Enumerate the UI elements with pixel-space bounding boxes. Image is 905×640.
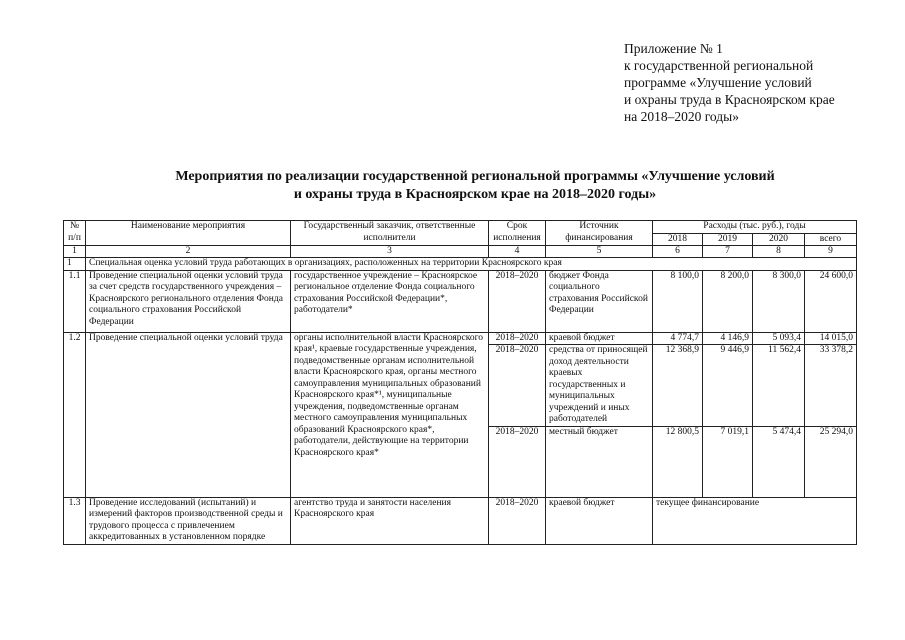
row-2018: 4 774,7 xyxy=(653,332,703,345)
row-source: краевой бюджет xyxy=(546,332,653,345)
row-term: 2018–2020 xyxy=(489,332,546,345)
row-2020: 11 562,4 xyxy=(753,345,805,427)
section-row xyxy=(64,258,857,271)
column-number: 6 xyxy=(653,246,703,258)
row-2018: 12 800,5 xyxy=(653,426,703,497)
row-source: бюджет Фонда социального страхования Российской Федерации xyxy=(546,270,653,332)
appendix-line: программе «Улучшение условий xyxy=(624,75,812,90)
row-funding: текущее финансирование xyxy=(653,497,857,544)
section-title: Специальная оценка условий труда работающих в организациях, расположенных на территории Красноярского края xyxy=(86,258,857,271)
document-title xyxy=(80,168,870,204)
column-number: 3 xyxy=(291,246,489,258)
appendix-line: и охраны труда в Красноярском крае xyxy=(624,92,835,107)
header-source: Источник финансирования xyxy=(546,221,653,246)
row-2019: 8 200,0 xyxy=(703,270,753,332)
header-customer: Государственный заказчик, ответственные исполнители xyxy=(291,221,489,246)
header-row xyxy=(64,221,857,234)
header-num: № п/п xyxy=(64,221,86,246)
column-number: 7 xyxy=(703,246,753,258)
row-source: краевой бюджет xyxy=(546,497,653,544)
header-total: всего xyxy=(805,233,857,246)
row-name: Проведение исследований (испытаний) и измерений факторов производственной среды и трудового процесса с привлечением аккредитованных в установленном порядке xyxy=(86,497,291,544)
row-source: местный бюджет xyxy=(546,426,653,497)
row-total: 24 600,0 xyxy=(805,270,857,332)
title-line: Мероприятия по реализации государственной региональной программы «Улучшение условий xyxy=(175,169,775,184)
row-num: 1.1 xyxy=(64,270,86,332)
table-row xyxy=(64,332,857,345)
row-term: 2018–2020 xyxy=(489,497,546,544)
column-number: 8 xyxy=(753,246,805,258)
row-customer: государственное учреждение – Красноярское региональное отделение Фонда социального страхования Российской Федерации*, работодатели* xyxy=(291,270,489,332)
row-2018: 12 368,9 xyxy=(653,345,703,427)
row-customer: агентство труда и занятости населения Красноярского края xyxy=(291,497,489,544)
column-number: 2 xyxy=(86,246,291,258)
row-2020: 5 093,4 xyxy=(753,332,805,345)
table-row xyxy=(64,270,857,332)
row-2020: 8 300,0 xyxy=(753,270,805,332)
table-row xyxy=(64,497,857,544)
row-2020: 5 474,4 xyxy=(753,426,805,497)
row-source: средства от приносящей доход деятельности краевых государственных и муниципальных учреждений и иных работодателей xyxy=(546,345,653,427)
row-term: 2018–2020 xyxy=(489,345,546,427)
column-number: 4 xyxy=(489,246,546,258)
section-num: 1 xyxy=(64,258,86,271)
row-num: 1.2 xyxy=(64,332,86,497)
column-number: 1 xyxy=(64,246,86,258)
column-number: 5 xyxy=(546,246,653,258)
row-2018: 8 100,0 xyxy=(653,270,703,332)
row-2019: 7 019,1 xyxy=(703,426,753,497)
row-2019: 9 446,9 xyxy=(703,345,753,427)
column-number-row xyxy=(64,246,857,258)
row-total: 14 015,0 xyxy=(805,332,857,345)
header-2020: 2020 xyxy=(753,233,805,246)
header-2018: 2018 xyxy=(653,233,703,246)
row-name: Проведение специальной оценки условий труда xyxy=(86,332,291,497)
header-expenses: Расходы (тыс. руб.), годы xyxy=(653,221,857,234)
row-term: 2018–2020 xyxy=(489,270,546,332)
title-line: и охраны труда в Красноярском крае на 2018–2020 годы» xyxy=(293,187,657,202)
row-name: Проведение специальной оценки условий труда за счет средств государственного учреждения – Красноярского регионального отделения Фонда социального страхования Российской Федерации xyxy=(86,270,291,332)
row-num: 1.3 xyxy=(64,497,86,544)
header-2019: 2019 xyxy=(703,233,753,246)
appendix-line: к государственной региональной xyxy=(624,58,814,73)
row-term: 2018–2020 xyxy=(489,426,546,497)
column-number: 9 xyxy=(805,246,857,258)
appendix-line: на 2018–2020 годы» xyxy=(624,109,739,124)
row-customer: органы исполнительной власти Красноярского края¹, краевые государственные учреждения, подведомственные органам исполнительной власти Красноярского края, органы местного самоуправления муниципальных образований Красноярского края*¹, муниципальные учреждения, подведомственные органам местного самоуправления муниципальных образований Красноярского края*, работодатели, действующие на территории Красноярского края* xyxy=(291,332,489,497)
measures-table xyxy=(63,220,857,545)
header-name: Наименование мероприятия xyxy=(86,221,291,246)
row-total: 25 294,0 xyxy=(805,426,857,497)
row-total: 33 378,2 xyxy=(805,345,857,427)
appendix-line: Приложение № 1 xyxy=(624,41,723,56)
appendix-header xyxy=(624,40,894,125)
header-term: Срок исполнения xyxy=(489,221,546,246)
row-2019: 4 146,9 xyxy=(703,332,753,345)
